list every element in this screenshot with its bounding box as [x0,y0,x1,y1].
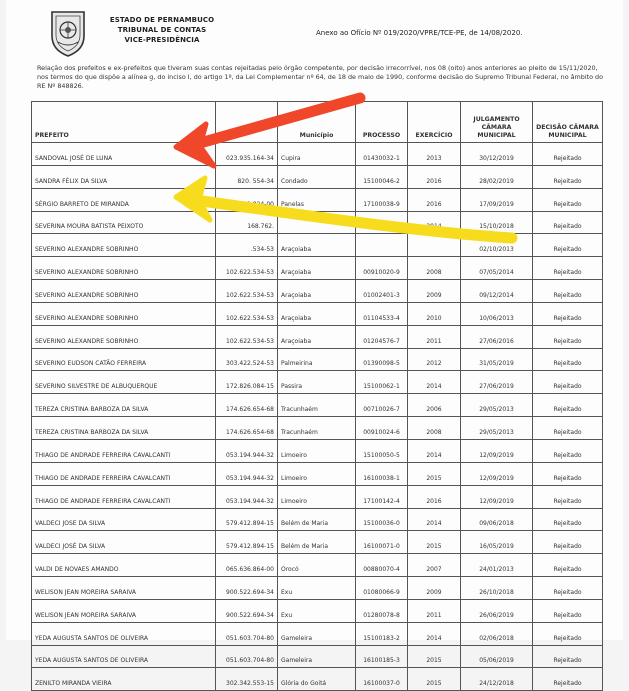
julgamento-cell: 26/06/2019 [461,599,533,622]
table-row [32,234,603,257]
org-line-vice-presidency: VICE-PRESIDÊNCIA [124,36,200,44]
coat-of-arms-seal [46,8,90,58]
table-header-row [32,102,603,143]
julgamento-cell: 09/06/2018 [461,508,533,531]
table-row [32,531,603,554]
prefeito-cell: YEDA AUGUSTA SANTOS DE OLIVEIRA [32,645,216,668]
table-row [32,462,603,485]
prefeito-cell: THIAGO DE ANDRADE FERREIRA CAVALCANTI [32,485,216,508]
table-row [32,485,603,508]
prefeito-cell: SEVERINO ALEXANDRE SOBRINHO [32,302,216,325]
cpf-cell: 102.622.534-53 [216,302,278,325]
municipio-cell: Orocó [278,554,356,577]
exercicio-cell: 2015 [408,668,461,691]
julgamento-cell: 07/05/2014 [461,257,533,280]
municipio-cell: Gameleira [278,622,356,645]
prefeito-cell: SANDRA FÉLIX DA SILVA [32,165,216,188]
exercicio-cell: 2014 [408,371,461,394]
processo-cell: 15100062-1 [356,371,408,394]
exercicio-cell: 2014 [408,211,461,234]
municipio-cell: Araçoiaba [278,280,356,303]
table-row [32,439,603,462]
processo-cell: 16100071-0 [356,531,408,554]
decisao-cell: Rejeitado [533,645,603,668]
table-row [32,371,603,394]
col-header-exercicio: EXERCÍCIO [408,102,461,143]
table-row [32,508,603,531]
table-row [32,417,603,440]
table-row [32,668,603,691]
julgamento-cell: 05/06/2019 [461,645,533,668]
julgamento-cell: 10/06/2013 [461,302,533,325]
decisao-cell: Rejeitado [533,257,603,280]
prefeito-cell: SEVERINO ALEXANDRE SOBRINHO [32,325,216,348]
exercicio-cell: 2011 [408,599,461,622]
exercicio-cell: 2011 [408,325,461,348]
prefeito-cell: TEREZA CRISTINA BARBOZA DA SILVA [32,417,216,440]
julgamento-cell: 12/09/2019 [461,485,533,508]
cpf-cell: 579.412.894-15 [216,531,278,554]
municipio-cell: Araçoiaba [278,257,356,280]
processo-cell: 01204576-7 [356,325,408,348]
processo-cell: 00880070-4 [356,554,408,577]
processo-cell: 01104533-4 [356,302,408,325]
julgamento-cell: 24/01/2013 [461,554,533,577]
municipio-cell: Cupira [278,143,356,166]
julgamento-cell: 29/05/2013 [461,417,533,440]
prefeito-cell: YEDA AUGUSTA SANTOS DE OLIVEIRA [32,622,216,645]
processo-cell: 17100038-9 [356,188,408,211]
julgamento-cell: 27/06/2016 [461,325,533,348]
intro-paragraph: Relação dos prefeitos e ex-prefeitos que tiveram suas contas rejeitadas pelo órgão competente, por decisão irrecorrível, nos 08 (oito) anos anteriores ao pleito de 15/11/2020, nos termos do que dispõe a alínea g, do inciso I, do artigo 1º, da Lei Complementar nº 64, de 18 de maio de 1990, conforme decisão do Supremo Tribunal Federal, no âmbito do RE Nº 848826. [37,64,604,90]
cpf-cell: 303.422.524-53 [216,348,278,371]
cpf-cell: 174.626.654-68 [216,417,278,440]
processo-cell: 01430032-1 [356,143,408,166]
table-row [32,394,603,417]
julgamento-cell: 28/02/2019 [461,165,533,188]
cpf-cell: 053.194.944-32 [216,439,278,462]
rejected-accounts-table [31,101,603,691]
exercicio-cell: 2016 [408,188,461,211]
julgamento-cell: 12/09/2019 [461,462,533,485]
processo-cell: 01390098-5 [356,348,408,371]
municipio-cell: Exu [278,599,356,622]
cpf-cell: 102.622.534-53 [216,280,278,303]
exercicio-cell: 2015 [408,531,461,554]
table-row [32,577,603,600]
prefeito-cell: VALDECI JOSÉ DA SILVA [32,531,216,554]
exercicio-cell: 2016 [408,485,461,508]
col-header-julgamento: JULGAMENTO CÂMARA MUNICIPAL [461,102,533,143]
municipio-cell: Araçoiaba [278,325,356,348]
julgamento-cell: 12/09/2019 [461,439,533,462]
decisao-cell: Rejeitado [533,417,603,440]
julgamento-cell: 27/06/2019 [461,371,533,394]
processo-cell: 00710026-7 [356,394,408,417]
exercicio-cell [408,234,461,257]
julgamento-cell: 02/06/2018 [461,622,533,645]
table-row [32,348,603,371]
prefeito-cell: SÉRGIO BARRETO DE MIRANDA [32,188,216,211]
decisao-cell: Rejeitado [533,462,603,485]
processo-cell: 16100185-3 [356,645,408,668]
cpf-cell: 102.622.534-53 [216,325,278,348]
exercicio-cell: 2014 [408,508,461,531]
exercicio-cell: 2016 [408,165,461,188]
cpf-cell: 051.603.704-80 [216,622,278,645]
decisao-cell: Rejeitado [533,143,603,166]
processo-cell: 15100050-5 [356,439,408,462]
municipio-cell: Palmeirina [278,348,356,371]
processo-cell: 15100046-2 [356,165,408,188]
table-row [32,599,603,622]
exercicio-cell: 2007 [408,554,461,577]
prefeito-cell: WELISON JEAN MOREIRA SARAIVA [32,599,216,622]
processo-cell: 01002401-3 [356,280,408,303]
cpf-cell: 900.522.694-34 [216,599,278,622]
prefeito-cell: SEVERINA MOURA BATISTA PEIXOTO [32,211,216,234]
cpf-cell: 065.636.864-00 [216,554,278,577]
prefeito-cell: VALDI DE NOVAES AMANDO [32,554,216,577]
exercicio-cell: 2009 [408,577,461,600]
municipio-cell: Passira [278,371,356,394]
org-line-court: TRIBUNAL DE CONTAS [117,26,207,34]
cpf-cell: 053.194.944-32 [216,462,278,485]
decisao-cell: Rejeitado [533,188,603,211]
decisao-cell: Rejeitado [533,302,603,325]
julgamento-cell: 29/05/2013 [461,394,533,417]
prefeito-cell: SEVERINO ALEXANDRE SOBRINHO [32,234,216,257]
prefeito-cell: SEVERINO ALEXANDRE SOBRINHO [32,257,216,280]
decisao-cell: Rejeitado [533,234,603,257]
processo-cell: 00910024-6 [356,417,408,440]
decisao-cell: Rejeitado [533,668,603,691]
decisao-cell: Rejeitado [533,211,603,234]
prefeito-cell: ZENILTO MIRANDA VIEIRA [32,668,216,691]
julgamento-cell: 02/10/2013 [461,234,533,257]
julgamento-cell: 09/12/2014 [461,280,533,303]
julgamento-cell: 17/09/2019 [461,188,533,211]
julgamento-cell: 24/12/2018 [461,668,533,691]
decisao-cell: Rejeitado [533,554,603,577]
municipio-cell: Belém de Maria [278,531,356,554]
exercicio-cell: 2008 [408,257,461,280]
municipio-cell: Glória do Goitá [278,668,356,691]
decisao-cell: Rejeitado [533,485,603,508]
processo-cell: 01280078-8 [356,599,408,622]
cpf-cell: 053.194.944-32 [216,485,278,508]
exercicio-cell: 2013 [408,143,461,166]
julgamento-cell: 16/05/2019 [461,531,533,554]
org-line-state: ESTADO DE PERNAMBUCO [109,16,215,24]
municipio-cell: Panelas [278,188,356,211]
julgamento-cell: 15/10/2018 [461,211,533,234]
decisao-cell: Rejeitado [533,371,603,394]
cpf-cell: 101.051.824-00 [216,188,278,211]
decisao-cell: Rejeitado [533,599,603,622]
municipio-cell: Exu [278,577,356,600]
cpf-cell: .534-53 [216,234,278,257]
cpf-cell: 900.522.694-34 [216,577,278,600]
table-row [32,211,603,234]
municipio-cell: Belém de Maria [278,508,356,531]
decisao-cell: Rejeitado [533,325,603,348]
processo-cell: 15100183-2 [356,622,408,645]
exercicio-cell: 2009 [408,280,461,303]
exercicio-cell: 2014 [408,439,461,462]
municipio-cell [278,211,356,234]
table-row [32,302,603,325]
exercicio-cell: 2015 [408,462,461,485]
decisao-cell: Rejeitado [533,531,603,554]
cpf-cell: 051.603.704-80 [216,645,278,668]
cpf-cell: 168.762. [216,211,278,234]
decisao-cell: Rejeitado [533,439,603,462]
prefeito-cell: VALDECI JOSE DA SILVA [32,508,216,531]
cpf-cell: 174.626.654-68 [216,394,278,417]
cpf-cell: 102.622.534-53 [216,257,278,280]
prefeito-cell: WELISON JEAN MOREIRA SARAIVA [32,577,216,600]
table-row [32,645,603,668]
table-row [32,188,603,211]
decisao-cell: Rejeitado [533,165,603,188]
julgamento-cell: 26/10/2018 [461,577,533,600]
table-row [32,280,603,303]
exercicio-cell: 2014 [408,622,461,645]
exercicio-cell: 2012 [408,348,461,371]
table-row [32,143,603,166]
processo-cell: 16100038-1 [356,462,408,485]
col-header-decisao: DECISÃO CÂMARA MUNICIPAL [533,102,603,143]
processo-cell: 00910020-9 [356,257,408,280]
julgamento-cell: 30/12/2019 [461,143,533,166]
decisao-cell: Rejeitado [533,394,603,417]
decisao-cell: Rejeitado [533,577,603,600]
decisao-cell: Rejeitado [533,508,603,531]
organization-header [102,15,222,45]
prefeito-cell: TEREZA CRISTINA BARBOZA DA SILVA [32,394,216,417]
municipio-cell: Limoeiro [278,462,356,485]
exercicio-cell: 2010 [408,302,461,325]
decisao-cell: Rejeitado [533,348,603,371]
processo-cell: 17100142-4 [356,485,408,508]
table-row [32,622,603,645]
table-row [32,257,603,280]
municipio-cell: Limoeiro [278,439,356,462]
col-header-municipio: Município [278,102,356,143]
col-header-prefeito: PREFEITO [32,102,216,143]
municipio-cell: Gameleira [278,645,356,668]
annex-reference: Anexo ao Ofício Nº 019/2020/VPRE/TCE-PE, de 14/08/2020. [316,29,523,37]
prefeito-cell: SEVERINO EUDSON CATÃO FERREIRA [32,348,216,371]
decisao-cell: Rejeitado [533,280,603,303]
cpf-cell: 302.342.553-15 [216,668,278,691]
cpf-cell: 023.935.164-34 [216,143,278,166]
exercicio-cell: 2015 [408,645,461,668]
municipio-cell: Limoeiro [278,485,356,508]
prefeito-cell: SANDOVAL JOSÉ DE LUNA [32,143,216,166]
municipio-cell: Araçoiaba [278,234,356,257]
cpf-cell: 172.826.084-15 [216,371,278,394]
table-row [32,325,603,348]
prefeito-cell: THIAGO DE ANDRADE FERREIRA CAVALCANTI [32,462,216,485]
municipio-cell: Tracunhaém [278,417,356,440]
prefeito-cell: SEVERINO ALEXANDRE SOBRINHO [32,280,216,303]
cpf-cell: 579.412.894-15 [216,508,278,531]
exercicio-cell: 2008 [408,417,461,440]
table-row [32,165,603,188]
table-row [32,554,603,577]
col-header-processo: PROCESSO [356,102,408,143]
processo-cell: 15100040-2 [356,211,408,234]
prefeito-cell: THIAGO DE ANDRADE FERREIRA CAVALCANTI [32,439,216,462]
municipio-cell: Condado [278,165,356,188]
decisao-cell: Rejeitado [533,622,603,645]
municipio-cell: Tracunhaém [278,394,356,417]
processo-cell: 16100037-0 [356,668,408,691]
processo-cell [356,234,408,257]
municipio-cell: Araçoiaba [278,302,356,325]
col-header-cpf [216,102,278,143]
processo-cell: 15100036-0 [356,508,408,531]
prefeito-cell: SEVERINO SILVESTRE DE ALBUQUERQUE [32,371,216,394]
processo-cell: 01080066-9 [356,577,408,600]
cpf-cell: 820. 554-34 [216,165,278,188]
julgamento-cell: 31/05/2019 [461,348,533,371]
exercicio-cell: 2006 [408,394,461,417]
